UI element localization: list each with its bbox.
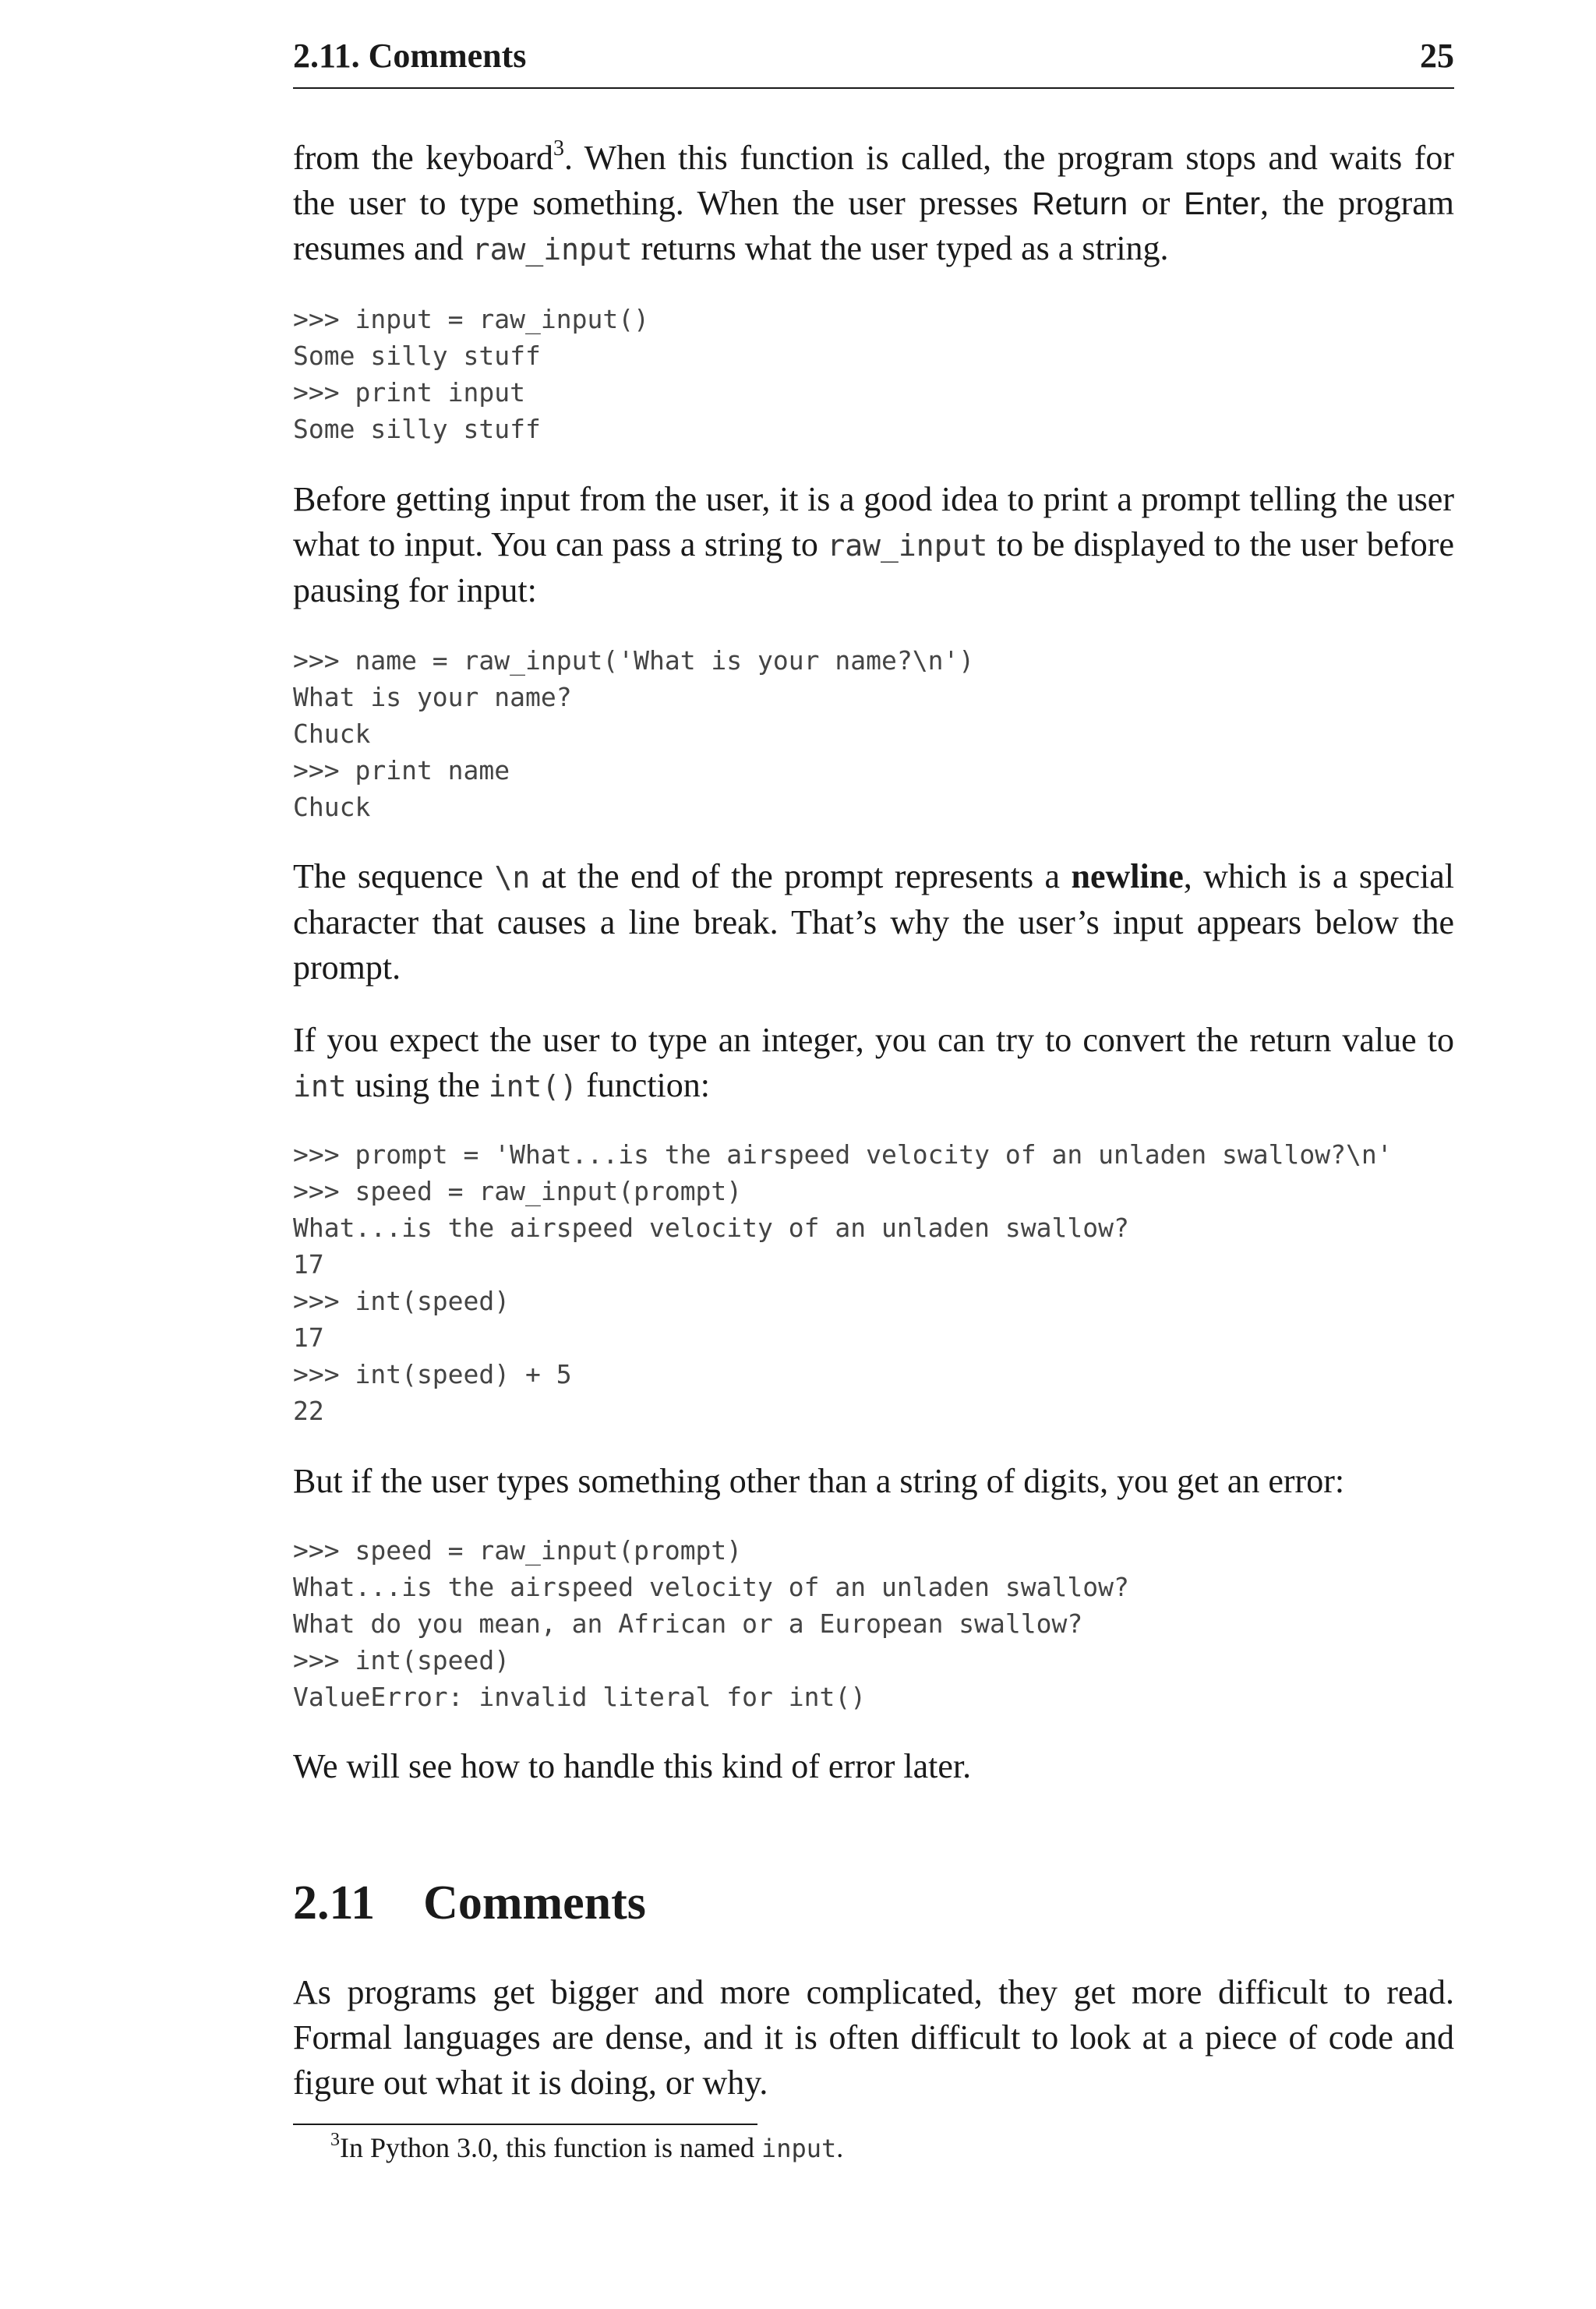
running-head-section: 2.11. Comments	[293, 37, 527, 75]
paragraph-integer	[293, 1018, 1454, 1109]
text-run: function:	[577, 1066, 710, 1104]
section-heading	[293, 1874, 1454, 1932]
running-head	[293, 39, 1454, 89]
text-run: returns what the user typed as a string.	[632, 229, 1169, 267]
code-line: Some silly stuff	[293, 414, 541, 444]
code-block-raw-input	[293, 301, 1454, 447]
text-run: from the keyboard	[293, 139, 553, 177]
page-number: 25	[1420, 37, 1454, 75]
inline-code: \n	[494, 860, 531, 895]
section-number: 2.11	[293, 1877, 376, 1929]
code-line: >>> speed = raw_input(prompt)	[293, 1176, 743, 1206]
code-line: >>> speed = raw_input(prompt)	[293, 1535, 743, 1566]
paragraph-error-intro: But if the user types something other than a string of digits, you get an error:	[293, 1462, 1345, 1500]
text-run: at the end of the prompt represents a	[530, 857, 1072, 895]
code-line: 17	[293, 1322, 324, 1353]
inline-code: int	[293, 1069, 347, 1103]
code-line: 17	[293, 1249, 324, 1280]
footnote	[330, 2129, 1453, 2167]
footnote-rule	[293, 2124, 757, 2125]
paragraph-error-later: We will see how to handle this kind of error later.	[293, 1747, 972, 1785]
text-run: , the program resumes and	[293, 184, 1455, 267]
code-line: >>> print input	[293, 377, 526, 408]
code-line: >>> int(speed)	[293, 1645, 510, 1675]
term-newline: newline	[1071, 857, 1184, 895]
footnote-number: 3	[330, 2130, 340, 2150]
inline-code: input	[761, 2134, 837, 2163]
inline-code: raw_input	[827, 528, 988, 563]
code-block-name	[293, 642, 1454, 825]
text-run: or	[1128, 184, 1185, 222]
text-run: to be displayed to the user before pausing for input:	[293, 525, 1454, 609]
text-run: .	[836, 2132, 844, 2163]
text-run: , which is a special character that causes a line break. That’s why the user’s input appears below the prompt.	[293, 857, 1454, 987]
code-line: What...is the airspeed velocity of an unladen swallow?	[293, 1213, 1129, 1243]
footnote-marker: 3	[553, 136, 564, 161]
text-run: In Python 3.0, this function is named	[340, 2132, 761, 2163]
text-run: The sequence	[293, 857, 495, 895]
code-line: >>> input = raw_input()	[293, 304, 649, 334]
code-line: Some silly stuff	[293, 341, 541, 371]
paragraph-newline	[293, 854, 1454, 990]
code-line: >>> name = raw_input('What is your name?\n')	[293, 645, 975, 676]
code-line: >>> print name	[293, 755, 510, 786]
code-line: >>> prompt = 'What...is the airspeed velocity of an unladen swallow?\n'	[293, 1139, 1393, 1170]
paragraph-raw-input-intro	[293, 136, 1454, 272]
code-block-error	[293, 1532, 1454, 1715]
inline-code: raw_input	[471, 232, 633, 267]
text-run: If you expect the user to type an integer, you can try to convert the return value to	[293, 1021, 1454, 1059]
text-run: . When this function is called, the program stops and waits for the user to type something. When the user presses	[293, 139, 1454, 222]
paragraph-comments-intro: As programs get bigger and more complicated, they get more difficult to read. Formal languages are dense, and it is often difficult to look at a piece of code and figure out what it is doing, or why.	[293, 1973, 1454, 2102]
code-line: What is your name?	[293, 682, 572, 712]
code-line: ValueError: invalid literal for int()	[293, 1682, 867, 1712]
code-block-speed	[293, 1136, 1454, 1429]
section-title: Comments	[423, 1877, 646, 1929]
key-return: Return	[1032, 185, 1128, 221]
paragraph-prompt	[293, 477, 1454, 613]
code-line: >>> int(speed)	[293, 1286, 510, 1316]
code-line: >>> int(speed) + 5	[293, 1359, 572, 1389]
inline-code: int()	[488, 1069, 578, 1103]
code-line: Chuck	[293, 792, 371, 822]
text-run: Before getting input from the user, it is a good idea to print a prompt telling the user what to input. You can pass a string to	[293, 480, 1454, 563]
code-line: What do you mean, an African or a European swallow?	[293, 1608, 1083, 1639]
code-line: What...is the airspeed velocity of an unladen swallow?	[293, 1572, 1129, 1602]
code-line: Chuck	[293, 718, 371, 749]
key-enter: Enter	[1184, 185, 1261, 221]
text-run: using the	[346, 1066, 489, 1104]
code-line: 22	[293, 1396, 324, 1426]
